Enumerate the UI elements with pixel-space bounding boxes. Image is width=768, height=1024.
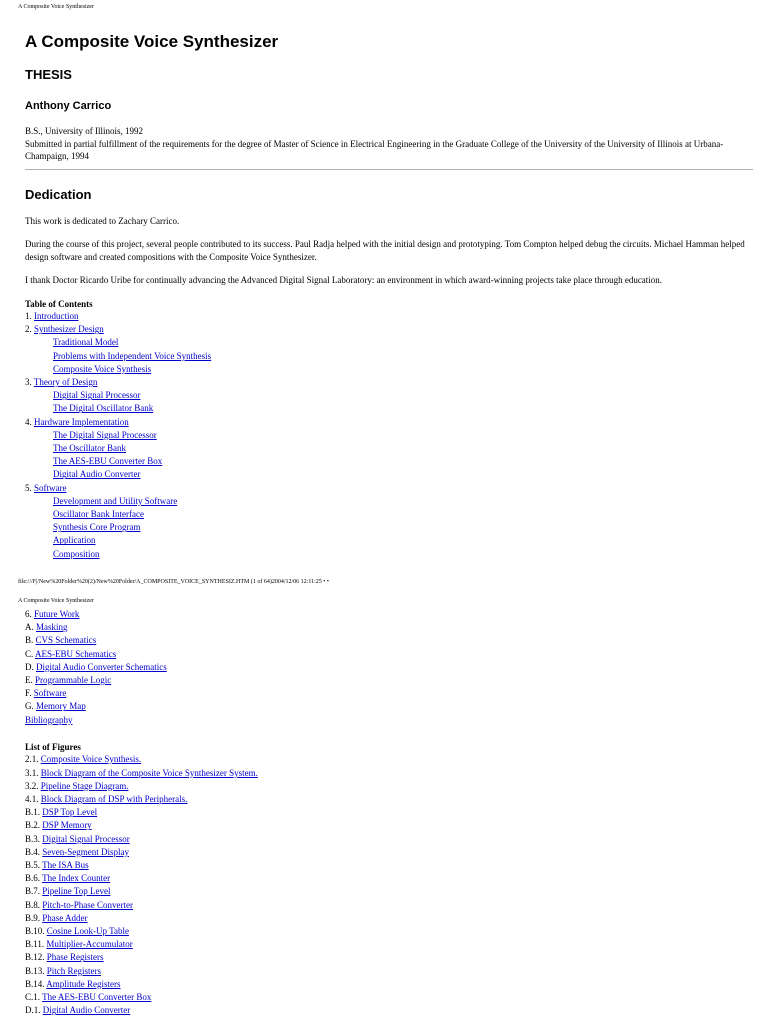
- figure-item-link[interactable]: The Index Counter: [42, 873, 111, 884]
- figure-item-number: B.14.: [25, 978, 47, 989]
- toc-item-link[interactable]: Bibliography: [25, 714, 73, 725]
- toc-item-link[interactable]: The Digital Oscillator Bank: [53, 403, 154, 414]
- toc-item: [25, 482, 751, 495]
- toc-item-number: A.: [25, 622, 36, 633]
- toc-item-link[interactable]: Memory Map: [36, 701, 86, 712]
- figure-item-link[interactable]: DSP Memory: [42, 820, 92, 831]
- figure-item-link[interactable]: Block Diagram of DSP with Peripherals.: [40, 793, 188, 804]
- toc-item: [25, 508, 751, 521]
- toc-item: [25, 521, 751, 534]
- figures-heading: List of Figures: [25, 741, 81, 752]
- toc-item: [25, 416, 751, 429]
- toc-item-number: C.: [25, 648, 36, 659]
- toc-item-link[interactable]: Theory of Design: [33, 377, 98, 388]
- figure-item-number: 3.2.: [25, 780, 41, 791]
- toc-item: [25, 608, 751, 621]
- toc-item: [25, 336, 751, 349]
- toc-item-link[interactable]: Oscillator Bank Interface: [53, 509, 144, 520]
- figure-item-number: D.1.: [25, 1005, 43, 1016]
- page-header: A Composite Voice Synthesizer: [18, 4, 94, 10]
- figure-item: [25, 951, 751, 964]
- toc-item-number: 5.: [25, 482, 34, 493]
- toc-item-link[interactable]: The Oscillator Bank: [53, 443, 126, 454]
- page-2-content: [25, 608, 751, 1017]
- toc-item: [25, 648, 751, 661]
- toc-item-link[interactable]: Composite Voice Synthesis: [53, 363, 152, 374]
- degree-line: B.S., University of Illinois, 1992: [25, 126, 144, 136]
- toc-item-link[interactable]: The AES-EBU Converter Box: [53, 456, 163, 467]
- toc-item-link[interactable]: Hardware Implementation: [34, 416, 129, 427]
- figure-item: [25, 806, 751, 819]
- figure-item-number: B.9.: [25, 912, 43, 923]
- toc-item-link[interactable]: Application: [53, 535, 96, 546]
- figure-item: [25, 780, 751, 793]
- toc-item: [25, 714, 751, 727]
- toc-item-link[interactable]: Programmable Logic: [35, 675, 112, 686]
- figure-item-number: B.6.: [25, 873, 43, 884]
- figure-item: [25, 793, 751, 806]
- toc-item-link[interactable]: Synthesizer Design: [34, 324, 104, 335]
- divider: [25, 169, 753, 170]
- toc-item: [25, 700, 751, 713]
- toc-item-link[interactable]: CVS Schematics: [35, 635, 97, 646]
- figure-item: [25, 925, 751, 938]
- toc-item-link[interactable]: Introduction: [34, 311, 79, 321]
- toc-item: [25, 621, 751, 634]
- figure-item-link[interactable]: Cosine Look-Up Table: [46, 925, 129, 936]
- toc-item-link[interactable]: Digital Audio Converter: [53, 469, 141, 480]
- toc-item-link[interactable]: Digital Audio Converter Schematics: [36, 661, 167, 672]
- figure-item: [25, 978, 751, 991]
- toc-item: [25, 534, 751, 547]
- page-1-content: [25, 28, 751, 561]
- figure-item-number: B.12.: [25, 952, 47, 963]
- document-title: A Composite Voice Synthesizer: [25, 32, 279, 51]
- toc-item-number: 3.: [25, 377, 34, 388]
- toc-item-number: E.: [25, 675, 35, 686]
- toc-item: [25, 350, 751, 363]
- figure-item: [25, 885, 751, 898]
- figure-item-number: 4.1.: [25, 793, 41, 804]
- dedication-heading: Dedication: [25, 186, 92, 202]
- figure-item-link[interactable]: Block Diagram of the Composite Voice Synthesizer System.: [40, 767, 258, 778]
- toc-item-number: 6.: [25, 609, 34, 619]
- toc-item: [25, 548, 751, 561]
- toc-item: [25, 455, 751, 468]
- table-of-contents: [25, 310, 751, 561]
- figure-item: [25, 819, 751, 832]
- figure-item-number: B.11.: [25, 939, 47, 950]
- figure-item: [25, 1004, 751, 1017]
- toc-item-link[interactable]: Synthesis Core Program: [53, 522, 141, 533]
- figure-item-link[interactable]: Pitch-to-Phase Converter: [42, 899, 133, 910]
- figure-item-link[interactable]: Digital Signal Processor: [42, 833, 130, 844]
- toc-item-number: 1.: [25, 311, 34, 321]
- figure-item-number: B.10.: [25, 925, 47, 936]
- figure-item-link[interactable]: Phase Adder: [42, 912, 88, 923]
- figure-item: [25, 938, 751, 951]
- toc-item-link[interactable]: Software: [34, 482, 67, 493]
- figure-item-link[interactable]: Pitch Registers: [46, 965, 102, 976]
- toc-item: [25, 634, 751, 647]
- figure-item: [25, 872, 751, 885]
- toc-heading: Table of Contents: [25, 298, 93, 309]
- toc-item: [25, 429, 751, 442]
- figure-item-link[interactable]: Composite Voice Synthesis.: [40, 754, 142, 765]
- figure-item-number: B.5.: [25, 859, 43, 870]
- figure-item: [25, 912, 751, 925]
- toc-item-link[interactable]: AES-EBU Schematics: [35, 648, 117, 659]
- figure-item-link[interactable]: Seven-Segment Display: [42, 846, 130, 857]
- figure-item-link[interactable]: Multiplier-Accumulator: [46, 939, 133, 950]
- figure-item: [25, 767, 751, 780]
- author-name: Anthony Carrico: [25, 100, 112, 112]
- toc-item: [25, 661, 751, 674]
- toc-item-link[interactable]: Future Work: [34, 609, 80, 619]
- toc-item-number: G.: [25, 701, 36, 712]
- page-footer: file:///F|/New%20Folder%20(2)/New%20Folder/A_COMPOSITE_VOICE_SYNTHESIZ.HTM (1 of 64)2004/12/06 12:11:25 • •: [18, 579, 329, 585]
- toc-item-link[interactable]: Masking: [36, 622, 68, 633]
- toc-item: [25, 468, 751, 481]
- toc-item-number: 2.: [25, 324, 34, 335]
- table-of-contents-continued: [25, 608, 751, 727]
- dedication-text: This work is dedicated to Zachary Carrico.: [25, 215, 180, 226]
- figure-item-number: C.1.: [25, 991, 43, 1002]
- toc-item-number: B.: [25, 635, 36, 646]
- thesis-heading: THESIS: [25, 67, 72, 82]
- figure-item-number: B.3.: [25, 833, 43, 844]
- toc-item-number: D.: [25, 661, 36, 672]
- toc-item-link[interactable]: Digital Signal Processor: [53, 390, 141, 401]
- submission-line: Submitted in partial fulfillment of the requirements for the degree of Master of Science in Electrical Engineering in the Graduate College of the University of the University of Illinois at Urbana-Champaign, 1994: [25, 138, 724, 161]
- thanks-paragraph: I thank Doctor Ricardo Uribe for continually advancing the Advanced Digital Signal Laboratory: an environment in which award-winning projects take place through education.: [25, 275, 663, 285]
- figure-item-link[interactable]: DSP Top Level: [42, 807, 98, 818]
- toc-item-link[interactable]: Development and Utility Software: [53, 495, 178, 506]
- figure-item-number: B.8.: [25, 899, 43, 910]
- figure-item-link[interactable]: Pipeline Top Level: [42, 886, 111, 897]
- figure-item-number: B.13.: [25, 965, 47, 976]
- figure-item-link[interactable]: Digital Audio Converter: [42, 1005, 131, 1016]
- toc-item: [25, 376, 751, 389]
- list-of-figures: [25, 753, 751, 1017]
- figure-item: [25, 846, 751, 859]
- figure-item: [25, 833, 751, 846]
- toc-item: [25, 674, 751, 687]
- figure-item: [25, 899, 751, 912]
- figure-item-number: B.4.: [25, 846, 43, 857]
- figure-item: [25, 991, 751, 1004]
- toc-item-link[interactable]: Traditional Model: [53, 337, 119, 348]
- figure-item-number: B.2.: [25, 820, 43, 831]
- toc-item-link[interactable]: Software: [33, 688, 67, 699]
- toc-item: [25, 323, 751, 336]
- toc-item: [25, 687, 751, 700]
- toc-item: [25, 402, 751, 415]
- toc-item: [25, 389, 751, 402]
- figure-item-number: 3.1.: [25, 767, 41, 778]
- figure-item: [25, 965, 751, 978]
- toc-item-number: F.: [25, 688, 34, 699]
- toc-item: [25, 442, 751, 455]
- figure-item-number: 2.1.: [25, 754, 41, 765]
- toc-item: [25, 310, 751, 323]
- figure-item-link[interactable]: Amplitude Registers: [46, 978, 121, 989]
- acknowledgement-paragraph: During the course of this project, several people contributed to its success. Paul Radja helped with the initial design and prototyping. Tom Compton helped debug the circuits. Michael Hamman helped design software and created compositions with the Composite Voice Synthesizer.: [25, 239, 745, 262]
- figure-item-link[interactable]: The AES-EBU Converter Box: [42, 991, 152, 1002]
- figure-item-link[interactable]: Phase Registers: [46, 952, 104, 963]
- figure-item-number: B.7.: [25, 886, 43, 897]
- figure-item-number: B.1.: [25, 807, 43, 818]
- toc-item-link[interactable]: Composition: [53, 548, 100, 559]
- toc-item-link[interactable]: The Digital Signal Processor: [53, 429, 157, 440]
- figure-item-link[interactable]: The ISA Bus: [42, 859, 89, 870]
- toc-item: [25, 495, 751, 508]
- toc-item-number: 4.: [25, 416, 34, 427]
- page-header-2: A Composite Voice Synthesizer: [18, 598, 94, 604]
- toc-item-link[interactable]: Problems with Independent Voice Synthesis: [53, 350, 212, 361]
- figure-item: [25, 753, 751, 766]
- figure-item: [25, 859, 751, 872]
- figure-item-link[interactable]: Pipeline Stage Diagram.: [40, 780, 129, 791]
- toc-item: [25, 363, 751, 376]
